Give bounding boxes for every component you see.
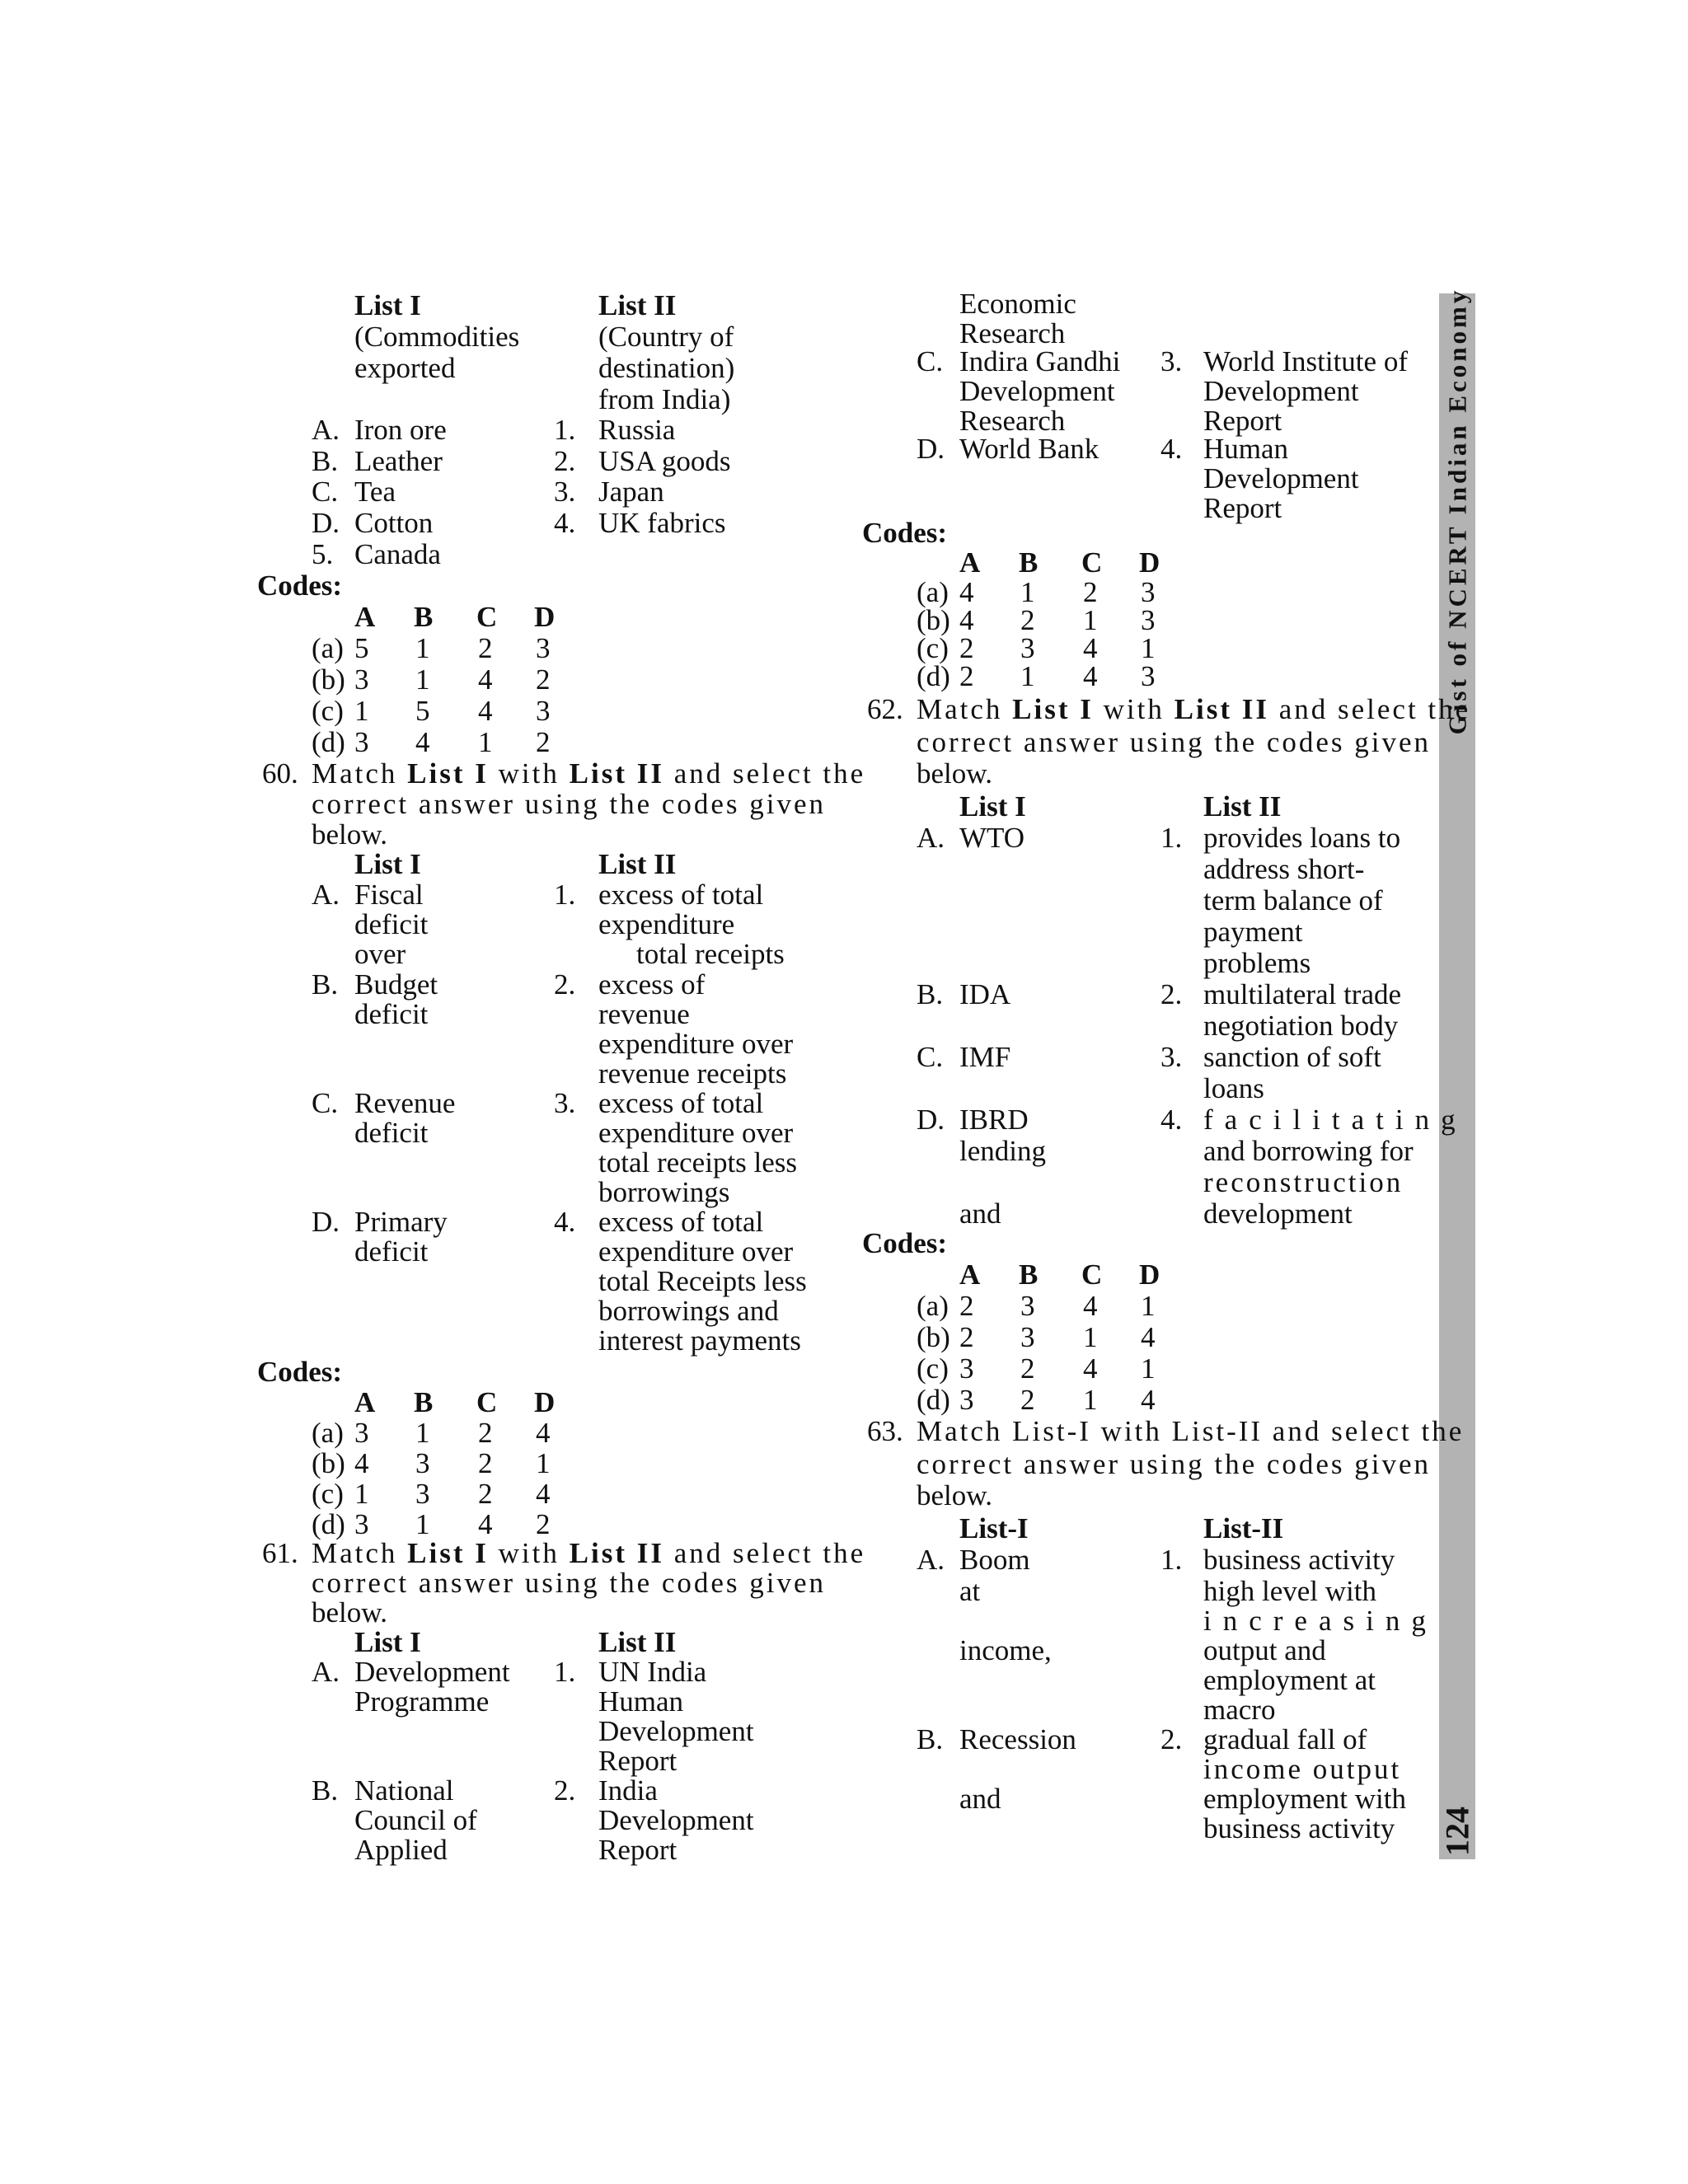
option-value: 3 (354, 726, 369, 758)
row-item: WTO (959, 822, 1025, 854)
list1-header: List I (959, 790, 1026, 823)
question-number: 62. (867, 693, 903, 725)
row-match: Russia (598, 414, 676, 446)
row-item: Recession (959, 1723, 1076, 1755)
row-number: 1. (1160, 822, 1183, 854)
page-number: 124 (1438, 1807, 1476, 1856)
row-item: Development (354, 1656, 510, 1688)
row-item: Primary (354, 1206, 448, 1238)
option-value: 1 (1083, 1321, 1098, 1353)
row-number: 2. (554, 1774, 576, 1807)
row-letter: A. (917, 1544, 945, 1576)
row-number: 1. (554, 879, 576, 911)
option-value: 3 (415, 1478, 430, 1510)
row-match: problems (1203, 947, 1311, 979)
option-value: 1 (415, 632, 430, 664)
row-match: income output (1203, 1753, 1402, 1785)
row-match: USA goods (598, 445, 731, 477)
option-value: 4 (536, 1417, 551, 1449)
row-item: Economic (959, 288, 1076, 320)
list2-header: List II (598, 1626, 677, 1658)
row-match: and borrowing for (1203, 1135, 1414, 1167)
option-value: 1 (354, 695, 369, 727)
option-value: 3 (1141, 576, 1156, 608)
codes-header: D (534, 601, 556, 633)
list1-header: List I (354, 1626, 421, 1658)
option-value: 2 (478, 1417, 493, 1449)
list1-subtitle: (Commodities (354, 321, 520, 353)
row-match: Human (1203, 433, 1289, 465)
option-value: 3 (536, 695, 551, 727)
row-item: Boom (959, 1544, 1030, 1576)
row-match: sanction of soft (1203, 1041, 1381, 1073)
row-letter: B. (917, 1723, 944, 1755)
option-value: 2 (959, 1321, 974, 1353)
question-stem: Match List I with List II and select the (312, 757, 866, 790)
row-number: 1. (554, 414, 576, 446)
question-number: 61. (262, 1537, 298, 1569)
row-item: National (354, 1774, 454, 1807)
option-value: 3 (354, 1508, 369, 1540)
row-item: IMF (959, 1041, 1011, 1073)
option-label: (a) (312, 632, 344, 664)
option-value: 1 (536, 1447, 551, 1479)
row-item: deficit (354, 1235, 429, 1268)
list2-subtitle: destination) (598, 352, 735, 384)
option-value: 3 (1020, 632, 1035, 664)
list1-header: List I (354, 848, 421, 880)
row-item: Budget (354, 968, 438, 1001)
codes-header: A (959, 546, 981, 579)
row-match: total receipts (636, 938, 785, 970)
row-match: business activity (1203, 1812, 1395, 1844)
codes-label: Codes: (862, 517, 948, 549)
option-value: 4 (1083, 660, 1098, 692)
row-item: Indira Gandhi (959, 345, 1121, 377)
row-item: deficit (354, 1117, 429, 1149)
option-value: 4 (959, 604, 974, 636)
option-label: (b) (312, 663, 345, 696)
row-item: Research (959, 405, 1066, 437)
row-match: revenue receipts (598, 1057, 787, 1090)
question-stem: Match List-I with List-II and select the (917, 1415, 1465, 1447)
row-match: employment at (1203, 1664, 1376, 1696)
row-match: negotiation body (1203, 1010, 1399, 1042)
row-match: Human (598, 1685, 684, 1718)
option-value: 3 (354, 663, 369, 696)
row-match: business activity (1203, 1544, 1395, 1576)
row-match: borrowings (598, 1176, 730, 1208)
row-match: Development (598, 1715, 754, 1747)
row-match: borrowings and (598, 1295, 779, 1327)
option-value: 2 (959, 1290, 974, 1322)
row-item: Leather (354, 445, 443, 477)
option-value: 3 (1020, 1321, 1035, 1353)
row-match: expenditure (598, 908, 735, 940)
row-letter: C. (917, 345, 944, 377)
row-number: 4. (554, 1206, 576, 1238)
codes-header: C (1081, 546, 1103, 579)
row-match: India (598, 1774, 658, 1807)
option-value: 4 (1083, 1352, 1098, 1385)
option-label: (c) (917, 632, 949, 664)
row-letter: B. (312, 1774, 339, 1807)
row-number: 4. (1160, 433, 1183, 465)
row-match: payment (1203, 916, 1303, 948)
row-item: Cotton (354, 507, 434, 539)
option-value: 1 (1141, 1352, 1156, 1385)
row-match: Report (1203, 492, 1282, 524)
row-item: income, (959, 1634, 1052, 1666)
option-value: 2 (1020, 604, 1035, 636)
codes-label: Codes: (862, 1227, 948, 1259)
row-item: Council of (354, 1804, 477, 1836)
codes-header: A (959, 1258, 981, 1291)
question-stem: below. (312, 1596, 388, 1629)
list1-subtitle: exported (354, 352, 456, 384)
row-letter: B. (312, 968, 339, 1001)
row-letter: C. (312, 476, 339, 508)
option-value: 4 (1141, 1321, 1156, 1353)
row-match: excess of total (598, 879, 764, 911)
row-match: Development (598, 1804, 754, 1836)
option-value: 3 (1141, 660, 1156, 692)
codes-header: A (354, 1386, 376, 1418)
row-item: and (959, 1783, 1001, 1815)
question-stem: Match List I with List II and select the (312, 1537, 866, 1569)
row-item: IBRD (959, 1104, 1029, 1136)
option-label: (c) (917, 1352, 949, 1385)
row-match: address short- (1203, 853, 1365, 885)
list1-header: List-I (959, 1512, 1029, 1544)
row-match: increasing (1203, 1605, 1437, 1637)
row-letter: B. (917, 978, 944, 1010)
row-number: 1. (554, 1656, 576, 1688)
row-match: loans (1203, 1072, 1264, 1104)
option-label: (d) (917, 660, 950, 692)
row-match: Report (598, 1834, 678, 1866)
list2-header: List II (598, 289, 677, 321)
option-value: 2 (1020, 1352, 1035, 1385)
option-label: (a) (917, 576, 949, 608)
codes-header: B (414, 1386, 434, 1418)
row-item: Fiscal (354, 879, 424, 911)
row-match: World Institute of (1203, 345, 1408, 377)
row-letter: A. (917, 822, 945, 854)
row-item: Research (959, 317, 1066, 349)
row-number: 3. (554, 476, 576, 508)
question-stem: below. (917, 757, 993, 790)
codes-header: C (476, 1386, 498, 1418)
option-label: (c) (312, 1478, 344, 1510)
option-value: 4 (478, 695, 493, 727)
row-letter: D. (312, 507, 340, 539)
option-value: 3 (1141, 604, 1156, 636)
option-value: 4 (415, 726, 430, 758)
option-value: 4 (1083, 632, 1098, 664)
row-item: Programme (354, 1685, 490, 1718)
option-value: 2 (478, 1478, 493, 1510)
row-match: Japan (598, 476, 664, 508)
row-match: employment with (1203, 1783, 1406, 1815)
option-value: 4 (354, 1447, 369, 1479)
codes-header: B (1019, 1258, 1039, 1291)
question-stem: Match List I with List II and select the (917, 693, 1471, 725)
row-match: expenditure over (598, 1117, 794, 1149)
row-number: 2. (554, 445, 576, 477)
row-number: 2. (1160, 1723, 1183, 1755)
row-letter: B. (312, 445, 339, 477)
row-item: over (354, 938, 406, 970)
option-value: 5 (354, 632, 369, 664)
option-label: (b) (312, 1447, 345, 1479)
codes-header: B (1019, 546, 1039, 579)
option-label: (c) (312, 695, 344, 727)
row-number: 3. (1160, 1041, 1183, 1073)
row-number: 4. (1160, 1104, 1183, 1136)
row-number: 3. (1160, 345, 1183, 377)
row-number: 4. (554, 507, 576, 539)
option-value: 2 (478, 632, 493, 664)
option-value: 3 (959, 1352, 974, 1385)
question-number: 63. (867, 1415, 903, 1447)
row-match: expenditure over (598, 1235, 794, 1268)
option-label: (a) (917, 1290, 949, 1322)
row-match: output and (1203, 1634, 1326, 1666)
option-value: 1 (1141, 632, 1156, 664)
question-stem: correct answer using the codes given (917, 726, 1432, 758)
list2-header: List-II (1203, 1512, 1284, 1544)
row-item: at (959, 1575, 981, 1607)
row-match: total receipts less (598, 1146, 798, 1179)
option-value: 1 (1020, 660, 1035, 692)
row-match: development (1203, 1197, 1353, 1230)
option-label: (a) (312, 1417, 344, 1449)
row-item: Applied (354, 1834, 448, 1866)
option-value: 1 (478, 726, 493, 758)
row-match: high level with (1203, 1575, 1376, 1607)
row-letter: A. (312, 1656, 340, 1688)
option-value: 1 (1083, 1384, 1098, 1416)
option-value: 2 (536, 726, 551, 758)
option-value: 4 (478, 663, 493, 696)
row-match: total Receipts less (598, 1265, 807, 1297)
row-item: deficit (354, 998, 429, 1030)
row-match: Report (598, 1745, 678, 1777)
row-match: excess of total (598, 1206, 764, 1238)
codes-header: D (534, 1386, 556, 1418)
row-letter: 5. (312, 538, 334, 570)
codes-header: C (1081, 1258, 1103, 1291)
row-letter: D. (917, 433, 945, 465)
row-number: 2. (554, 968, 576, 1001)
option-value: 2 (959, 632, 974, 664)
row-number: 1. (1160, 1544, 1183, 1576)
codes-header: B (414, 601, 434, 633)
row-match: reconstruction (1203, 1166, 1404, 1198)
option-value: 4 (959, 576, 974, 608)
option-value: 2 (1083, 576, 1098, 608)
option-value: 2 (959, 660, 974, 692)
row-item: Development (959, 375, 1115, 407)
list2-header: List II (1203, 790, 1282, 823)
option-label: (d) (312, 1508, 345, 1540)
question-stem: correct answer using the codes given (312, 1567, 827, 1599)
option-value: 3 (415, 1447, 430, 1479)
codes-header: D (1139, 1258, 1160, 1291)
row-match: term balance of (1203, 884, 1383, 916)
row-match: macro (1203, 1694, 1276, 1726)
row-item: Tea (354, 476, 396, 508)
row-match: facilitating (1203, 1104, 1467, 1136)
row-match: multilateral trade (1203, 978, 1402, 1010)
option-value: 4 (1083, 1290, 1098, 1322)
row-letter: A. (312, 879, 340, 911)
row-match: UK fabrics (598, 507, 726, 539)
row-item: Iron ore (354, 414, 447, 446)
row-item: deficit (354, 908, 429, 940)
codes-label: Codes: (257, 569, 343, 602)
option-value: 1 (354, 1478, 369, 1510)
list2-subtitle: from India) (598, 383, 731, 415)
codes-header: D (1139, 546, 1160, 579)
option-value: 2 (1020, 1384, 1035, 1416)
option-value: 3 (536, 632, 551, 664)
row-match: provides loans to (1203, 822, 1401, 854)
codes-header: A (354, 601, 376, 633)
list2-subtitle: (Country of (598, 321, 734, 353)
row-match: interest payments (598, 1324, 801, 1357)
row-item: Revenue (354, 1087, 456, 1119)
option-value: 1 (415, 663, 430, 696)
option-value: 1 (415, 1417, 430, 1449)
row-match: excess of (598, 968, 706, 1001)
row-item: Canada (354, 538, 441, 570)
row-match: Development (1203, 375, 1359, 407)
row-letter: C. (917, 1041, 944, 1073)
question-stem: correct answer using the codes given (917, 1448, 1432, 1480)
row-match: revenue (598, 998, 690, 1030)
option-value: 2 (536, 663, 551, 696)
option-value: 3 (1020, 1290, 1035, 1322)
row-match: Report (1203, 405, 1282, 437)
question-stem: correct answer using the codes given (312, 788, 827, 820)
option-value: 4 (478, 1508, 493, 1540)
list2-header: List II (598, 848, 677, 880)
row-match: UN India (598, 1656, 707, 1688)
row-item: and (959, 1197, 1001, 1230)
question-number: 60. (262, 757, 298, 790)
row-item: World Bank (959, 433, 1100, 465)
row-match: gradual fall of (1203, 1723, 1367, 1755)
option-value: 1 (415, 1508, 430, 1540)
option-value: 4 (1141, 1384, 1156, 1416)
row-item: lending (959, 1135, 1046, 1167)
option-value: 4 (536, 1478, 551, 1510)
option-value: 1 (1020, 576, 1035, 608)
option-value: 5 (415, 695, 430, 727)
option-value: 1 (1141, 1290, 1156, 1322)
row-letter: A. (312, 414, 340, 446)
option-value: 2 (536, 1508, 551, 1540)
option-value: 2 (478, 1447, 493, 1479)
row-number: 3. (554, 1087, 576, 1119)
option-label: (b) (917, 604, 950, 636)
row-number: 2. (1160, 978, 1183, 1010)
option-label: (b) (917, 1321, 950, 1353)
option-value: 3 (354, 1417, 369, 1449)
row-letter: D. (312, 1206, 340, 1238)
option-label: (d) (917, 1384, 950, 1416)
question-stem: below. (312, 818, 388, 851)
row-letter: C. (312, 1087, 339, 1119)
codes-label: Codes: (257, 1356, 343, 1388)
row-match: excess of total (598, 1087, 764, 1119)
option-label: (d) (312, 726, 345, 758)
row-letter: D. (917, 1104, 945, 1136)
option-value: 1 (1083, 604, 1098, 636)
book-title: Gist of NCERT Indian Economy (1442, 287, 1472, 735)
question-stem: below. (917, 1479, 993, 1511)
codes-header: C (476, 601, 498, 633)
list1-header: List I (354, 289, 421, 321)
row-match: Development (1203, 462, 1359, 494)
row-match: expenditure over (598, 1028, 794, 1060)
row-item: IDA (959, 978, 1011, 1010)
option-value: 3 (959, 1384, 974, 1416)
